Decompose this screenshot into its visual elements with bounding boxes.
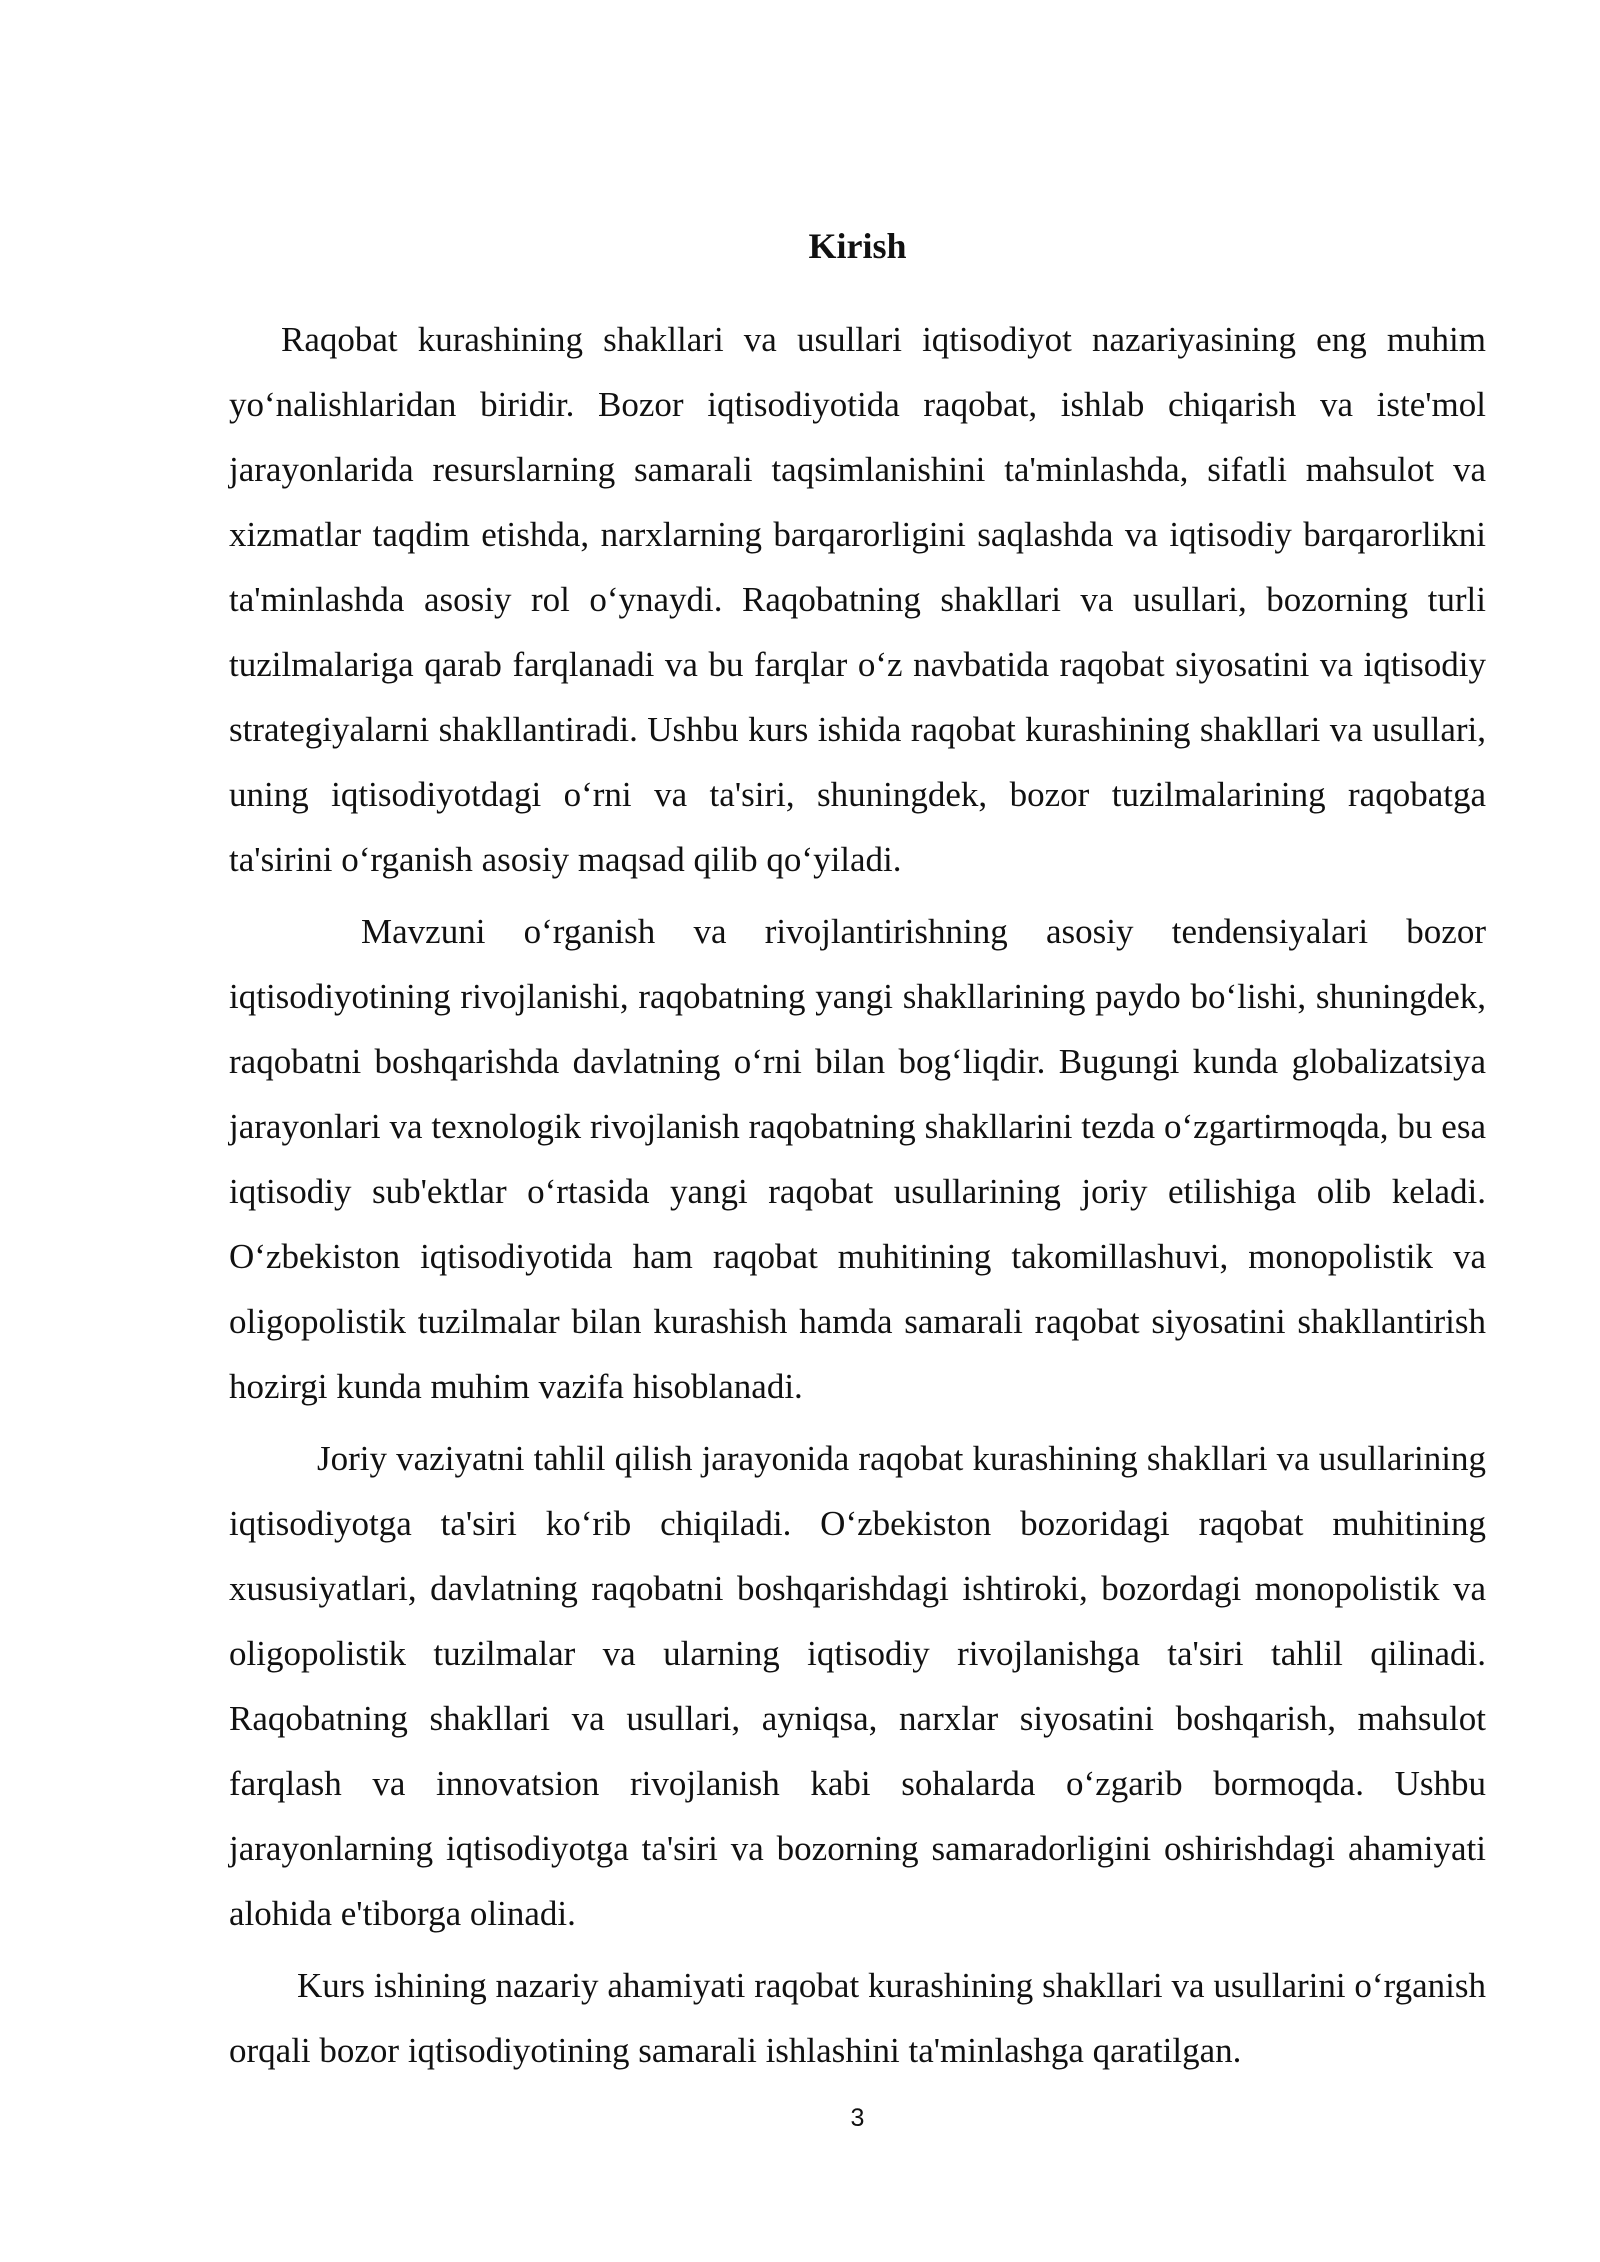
paragraph-1: Raqobat kurashining shakllari va usullari iqtisodiyot nazariyasining eng muhim yo‘nalishlaridan biridir. Bozor iqtisodiyotida raqobat, ishlab chiqarish va iste'mol jarayonlarida resurslarning samarali taqsimlanishini ta'minlashda, sifatli mahsulot va xizmatlar taqdim etishda, narxlarning barqarorligini saqlashda va iqtisodiy barqarorlikni ta'minlashda asosiy rol o‘ynaydi. Raqobatning shakllari va usullari, bozorning turli tuzilmalariga qarab farqlanadi va bu farqlar o‘z navbatida raqobat siyosatini va iqtisodiy strategiyalarni shakllantiradi. Ushbu kurs ishida raqobat kurashining shakllari va usullari, uning iqtisodiyotdagi o‘rni va ta'siri, shuningdek, bozor tuzilmalarining raqobatga ta'sirini o‘rganish asosiy maqsad qilib qo‘yiladi.	[229, 320, 1486, 879]
document-body	[229, 307, 1486, 2090]
paragraph-2: Mavzuni o‘rganish va rivojlantirishning asosiy tendensiyalari bozor iqtisodiyotining rivojlanishi, raqobatning yangi shakllarining paydo bo‘lishi, shuningdek, raqobatni boshqarishda davlatning o‘rni bilan bog‘liqdir. Bugungi kunda globalizatsiya jarayonlari va texnologik rivojlanish raqobatning shakllarini tezda o‘zgartirmoqda, bu esa iqtisodiy sub'ektlar o‘rtasida yangi raqobat usullarining joriy etilishiga olib keladi. O‘zbekiston iqtisodiyotida ham raqobat muhitining takomillashuvi, monopolistik va oligopolistik tuzilmalar bilan kurashish hamda samarali raqobat siyosatini shakllantirish hozirgi kunda muhim vazifa hisoblanadi.	[229, 912, 1486, 1406]
paragraph-3: Joriy vaziyatni tahlil qilish jarayonida raqobat kurashining shakllari va usullarining iqtisodiyotga ta'siri ko‘rib chiqiladi. O‘zbekiston bozoridagi raqobat muhitining xususiyatlari, davlatning raqobatni boshqarishdagi ishtiroki, bozordagi monopolistik va oligopolistik tuzilmalar va ularning iqtisodiy rivojlanishga ta'siri tahlil qilinadi. Raqobatning shakllari va usullari, ayniqsa, narxlar siyosatini boshqarish, mahsulot farqlash va innovatsion rivojlanish kabi sohalarda o‘zgarib bormoqda. Ushbu jarayonlarning iqtisodiyotga ta'siri va bozorning samaradorligini oshirishdagi ahamiyati alohida e'tiborga olinadi.	[229, 1439, 1486, 1933]
page-number: 3	[850, 2104, 865, 2132]
page-title: Kirish	[808, 226, 907, 266]
paragraph-4: Kurs ishining nazariy ahamiyati raqobat kurashining shakllari va usullarini o‘rganish orqali bozor iqtisodiyotining samarali ishlashini ta'minlashga qaratilgan.	[229, 1966, 1486, 2070]
